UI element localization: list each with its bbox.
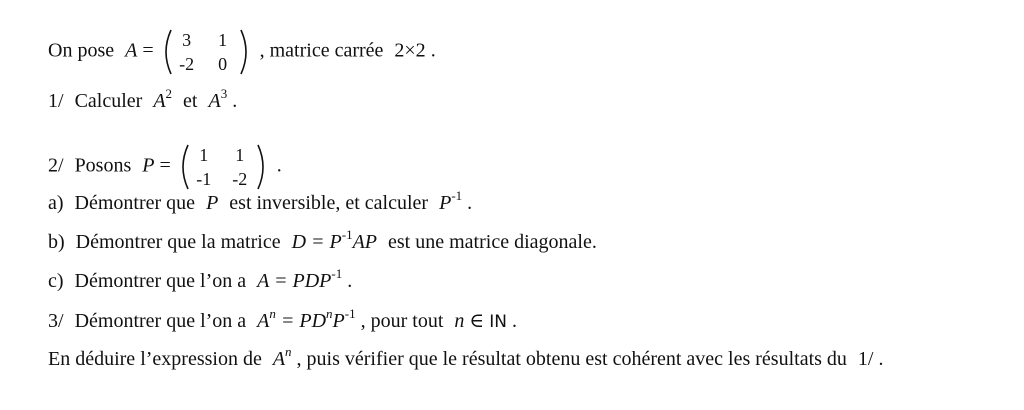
- pd-part: = PD: [280, 310, 327, 332]
- period: .: [467, 192, 473, 214]
- matrix-p-cell-12: 1: [235, 145, 245, 165]
- question-reference: 1/: [857, 348, 874, 370]
- question-text: Démontrer que: [74, 192, 196, 214]
- period: .: [347, 270, 353, 292]
- a-power-base: A: [257, 310, 270, 332]
- question-label: c): [48, 270, 64, 292]
- matrix-a-cell-11: 3: [182, 30, 192, 50]
- question-text: Démontrer que l’on a: [74, 310, 247, 332]
- question-1: [48, 86, 238, 113]
- p-inverse-exp: -1: [451, 188, 463, 203]
- formula-a-pre: A = PDP: [257, 270, 332, 292]
- conjunction: et: [183, 90, 198, 112]
- p-inverse-exp: -1: [344, 306, 356, 321]
- question-2c: [48, 266, 353, 293]
- question-2: [48, 142, 282, 192]
- question-2b: [48, 227, 597, 254]
- question-label: 3/: [48, 310, 64, 332]
- matrix-size: 2×2: [394, 39, 426, 62]
- period: .: [430, 39, 436, 62]
- period: .: [511, 310, 517, 332]
- formula-d-exp: -1: [341, 227, 353, 242]
- formula-d-pre: D = P: [291, 231, 342, 253]
- p-part: P: [332, 310, 345, 332]
- statement-prefix: On pose: [48, 39, 115, 62]
- question-text-2: est une matrice diagonale.: [388, 231, 597, 253]
- period: .: [276, 154, 282, 177]
- question-label: a): [48, 192, 64, 214]
- matrix-a: [161, 27, 253, 77]
- a-cubed-exp: 3: [220, 86, 228, 101]
- question-text: Démontrer que l’on a: [74, 270, 247, 292]
- question-text-2: est inversible, et calculer: [229, 192, 429, 214]
- period: .: [232, 90, 238, 112]
- question-label: 1/: [48, 90, 64, 112]
- naturals-set: IN: [489, 312, 507, 332]
- matrix-p-cell-22: -2: [232, 169, 248, 189]
- question-label: 2/: [48, 154, 64, 177]
- formula-d-post: AP: [352, 231, 378, 253]
- question-label: b): [48, 231, 65, 253]
- equals-sign: =: [159, 154, 171, 177]
- matrix-p-var: P: [206, 192, 219, 214]
- matrix-p-var: P: [142, 154, 155, 177]
- statement-line: [48, 27, 436, 77]
- conclusion-line: [48, 344, 884, 371]
- matrix-a-cell-12: 1: [218, 30, 228, 50]
- a-squared-base: A: [153, 90, 166, 112]
- element-of-symbol: ∈: [469, 310, 485, 332]
- matrix-p-cell-21: -1: [196, 169, 212, 189]
- matrix-p: [178, 142, 270, 192]
- conclusion-text-2: , puis vérifier que le résultat obtenu est cohérent avec les résultats du: [296, 348, 847, 370]
- a-squared-exp: 2: [165, 86, 173, 101]
- conclusion-text: En déduire l’expression de: [48, 348, 262, 370]
- matrix-p-cell-11: 1: [199, 145, 209, 165]
- a-power-exp: n: [269, 306, 276, 321]
- n-var: n: [454, 310, 465, 332]
- question-3: [48, 306, 517, 334]
- formula-a-exp: -1: [331, 266, 343, 281]
- d-power-exp: n: [326, 306, 333, 321]
- question-text: Démontrer que la matrice: [75, 231, 281, 253]
- period: .: [878, 348, 884, 370]
- question-text: Calculer: [74, 90, 143, 112]
- matrix-a-cell-22: 0: [218, 54, 228, 74]
- a-power-base: A: [272, 348, 286, 370]
- question-text-2: , pour tout: [360, 310, 444, 332]
- matrix-a-cell-21: -2: [179, 54, 195, 74]
- equals-sign: =: [142, 39, 154, 62]
- a-power-exp: n: [285, 344, 292, 359]
- question-2a: [48, 188, 473, 215]
- a-cubed-base: A: [208, 90, 221, 112]
- matrix-a-var: A: [125, 39, 138, 62]
- statement-suffix: , matrice carrée: [259, 39, 384, 62]
- p-inverse-base: P: [439, 192, 452, 214]
- question-text: Posons: [74, 154, 132, 177]
